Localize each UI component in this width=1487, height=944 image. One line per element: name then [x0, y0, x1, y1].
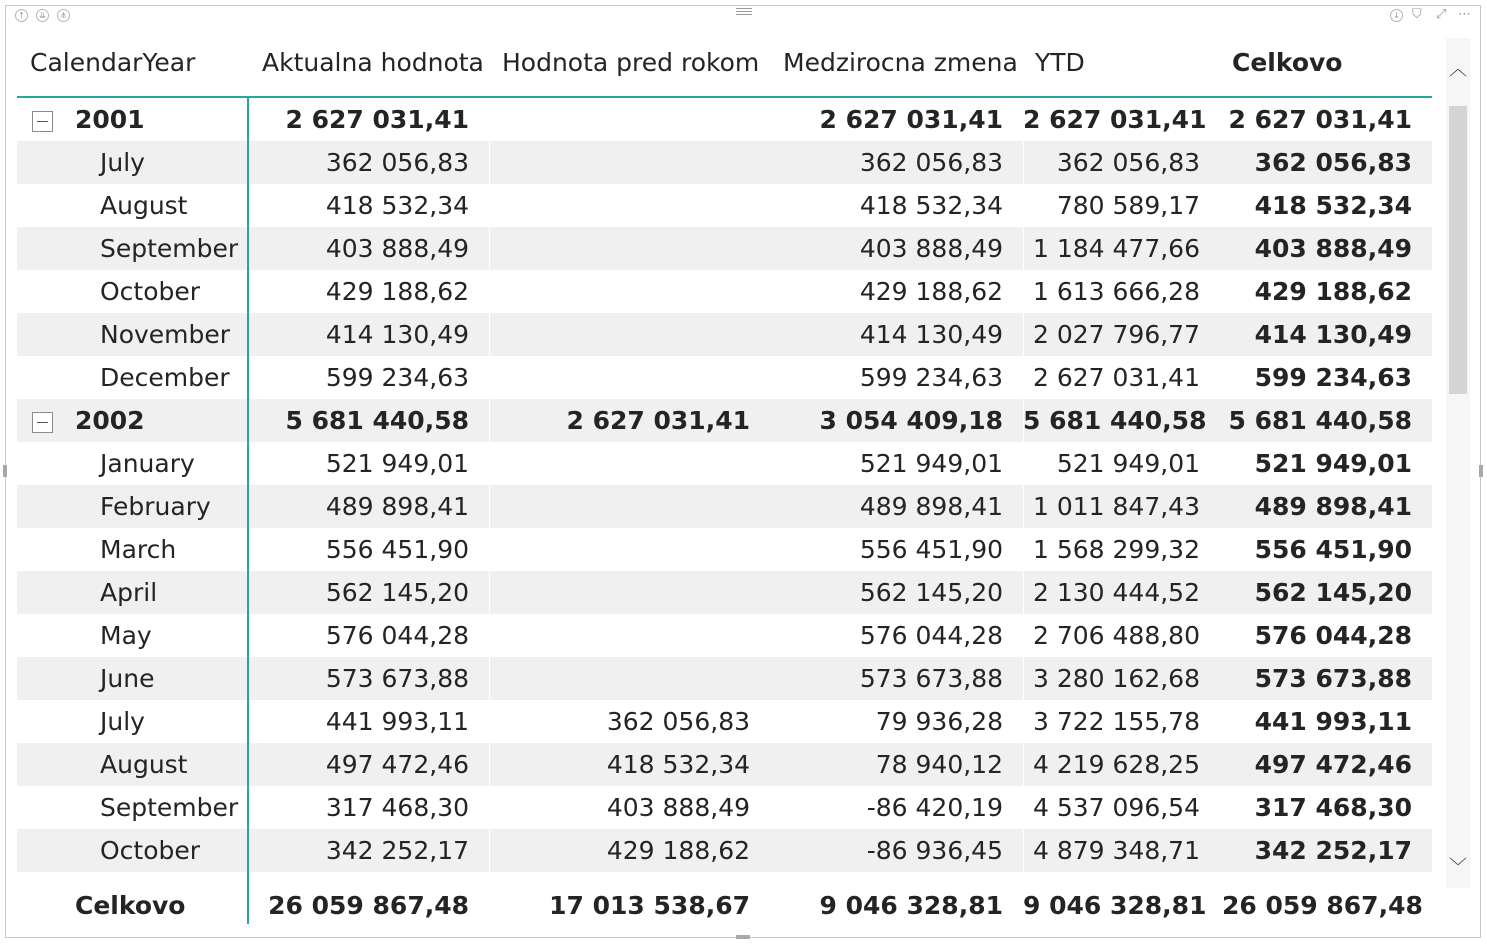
- cell-aktualna-hodnota: 5 681 440,58: [285, 406, 469, 435]
- drill-down-next-level-icon[interactable]: ⇊: [36, 9, 49, 22]
- cell-ytd: 5 681 440,58: [1023, 406, 1207, 435]
- cell-hodnota-pred-rokom: [489, 528, 750, 571]
- drill-up-icon[interactable]: ↑: [15, 9, 28, 22]
- cell-medzirocna-zmena: 576 044,28: [859, 621, 1003, 650]
- cell-ytd: 4 537 096,54: [1033, 793, 1200, 822]
- drag-handle-icon[interactable]: [736, 6, 752, 16]
- cell-aktualna-hodnota: 418 532,34: [325, 191, 469, 220]
- column-header-calendar-year[interactable]: CalendarYear: [30, 48, 196, 77]
- cell-hodnota-pred-rokom: [489, 657, 750, 700]
- cell-ytd: 362 056,83: [1056, 148, 1200, 177]
- month-label: December: [100, 363, 230, 392]
- month-label: September: [100, 234, 239, 263]
- cell-ytd: 4 219 628,25: [1033, 750, 1200, 779]
- cell-hodnota-pred-rokom: 2 627 031,41: [566, 406, 750, 435]
- month-row[interactable]: [17, 313, 1432, 356]
- cell-ytd: 780 589,17: [1056, 191, 1200, 220]
- month-row[interactable]: [17, 528, 1432, 571]
- cell-hodnota-pred-rokom: 418 532,34: [606, 750, 750, 779]
- cell-celkovo: 429 188,62: [1254, 277, 1412, 306]
- month-row[interactable]: [17, 141, 1432, 184]
- month-row[interactable]: [17, 184, 1432, 227]
- matrix-table: [17, 28, 1432, 872]
- vertical-scrollbar[interactable]: [1446, 38, 1470, 888]
- year-label: 2002: [75, 406, 145, 435]
- cell-medzirocna-zmena: 562 145,20: [859, 578, 1003, 607]
- cell-ytd: 2 027 796,77: [1033, 320, 1200, 349]
- grand-total-row: [17, 882, 1432, 929]
- column-header-celkovo[interactable]: Celkovo: [1232, 48, 1343, 77]
- grand-total-label: Celkovo: [75, 891, 186, 920]
- cell-ytd: 3 722 155,78: [1033, 707, 1200, 736]
- visual-header-bar: [6, 6, 1480, 26]
- cell-hodnota-pred-rokom: [489, 485, 750, 528]
- resize-handle-right[interactable]: [1479, 465, 1483, 477]
- cell-ytd: 1 568 299,32: [1033, 535, 1200, 564]
- column-header-medzirocna-zmena[interactable]: Medzirocna zmena: [783, 48, 1018, 77]
- cell-celkovo: 599 234,63: [1254, 363, 1412, 392]
- month-label: October: [100, 836, 201, 865]
- month-label: June: [100, 664, 155, 693]
- month-row[interactable]: [17, 442, 1432, 485]
- column-header-ytd[interactable]: YTD: [1035, 48, 1085, 77]
- month-label: October: [100, 277, 201, 306]
- grand-total-hodnota-pred-rokom: 17 013 538,67: [549, 891, 750, 920]
- month-row[interactable]: [17, 829, 1432, 872]
- month-row[interactable]: [17, 786, 1432, 829]
- cell-medzirocna-zmena: 521 949,01: [859, 449, 1003, 478]
- cell-celkovo: 418 532,34: [1254, 191, 1412, 220]
- month-label: September: [100, 793, 239, 822]
- cell-aktualna-hodnota: 573 673,88: [325, 664, 469, 693]
- month-row[interactable]: [17, 614, 1432, 657]
- cell-celkovo: 489 898,41: [1254, 492, 1412, 521]
- cell-medzirocna-zmena: 362 056,83: [859, 148, 1003, 177]
- cell-hodnota-pred-rokom: [489, 227, 750, 270]
- month-label: January: [100, 449, 195, 478]
- cell-aktualna-hodnota: 556 451,90: [325, 535, 469, 564]
- month-label: November: [100, 320, 231, 349]
- cell-celkovo: 573 673,88: [1254, 664, 1412, 693]
- month-label: July: [100, 148, 145, 177]
- cell-aktualna-hodnota: 342 252,17: [325, 836, 469, 865]
- scrollbar-thumb[interactable]: [1449, 106, 1467, 394]
- cell-celkovo: 562 145,20: [1254, 578, 1412, 607]
- cell-celkovo: 576 044,28: [1254, 621, 1412, 650]
- cell-hodnota-pred-rokom: [489, 571, 750, 614]
- cell-aktualna-hodnota: 489 898,41: [325, 492, 469, 521]
- month-label: April: [100, 578, 158, 607]
- cell-medzirocna-zmena: -86 420,19: [866, 793, 1003, 822]
- month-row[interactable]: [17, 270, 1432, 313]
- cell-aktualna-hodnota: 497 472,46: [325, 750, 469, 779]
- cell-hodnota-pred-rokom: [489, 313, 750, 356]
- cell-medzirocna-zmena: 403 888,49: [859, 234, 1003, 263]
- cell-ytd: 521 949,01: [1056, 449, 1200, 478]
- cell-medzirocna-zmena: 489 898,41: [859, 492, 1003, 521]
- cell-aktualna-hodnota: 521 949,01: [325, 449, 469, 478]
- cell-aktualna-hodnota: 2 627 031,41: [285, 105, 469, 134]
- cell-hodnota-pred-rokom: [489, 442, 750, 485]
- cell-celkovo: 556 451,90: [1254, 535, 1412, 564]
- scroll-down-icon[interactable]: ﹀: [1449, 857, 1467, 878]
- row-header-divider: [247, 98, 249, 924]
- cell-ytd: 2 627 031,41: [1033, 363, 1200, 392]
- cell-ytd: 2 706 488,80: [1033, 621, 1200, 650]
- cell-aktualna-hodnota: 414 130,49: [325, 320, 469, 349]
- month-row[interactable]: [17, 485, 1432, 528]
- year-label: 2001: [75, 105, 145, 134]
- cell-ytd: 2 130 444,52: [1033, 578, 1200, 607]
- grand-total-ytd: 9 046 328,81: [1023, 891, 1207, 920]
- cell-aktualna-hodnota: 317 468,30: [325, 793, 469, 822]
- year-row[interactable]: [17, 399, 1432, 442]
- cell-ytd: 1 613 666,28: [1033, 277, 1200, 306]
- resize-handle-bottom[interactable]: [736, 935, 750, 939]
- column-header-hodnota-pred-rokom[interactable]: Hodnota pred rokom: [502, 48, 760, 77]
- grand-total-medzirocna-zmena: 9 046 328,81: [819, 891, 1003, 920]
- month-label: May: [100, 621, 152, 650]
- collapse-icon[interactable]: [32, 412, 53, 433]
- cell-ytd: 3 280 162,68: [1033, 664, 1200, 693]
- cell-hodnota-pred-rokom: [489, 184, 750, 227]
- cell-hodnota-pred-rokom: [489, 356, 750, 399]
- column-header-row: [17, 28, 1432, 98]
- cell-ytd: 1 184 477,66: [1033, 234, 1200, 263]
- cell-ytd: 4 879 348,71: [1033, 836, 1200, 865]
- cell-celkovo: 403 888,49: [1254, 234, 1412, 263]
- month-label: March: [100, 535, 177, 564]
- column-header-aktualna-hodnota[interactable]: Aktualna hodnota: [262, 48, 484, 77]
- grand-total-celkovo: 26 059 867,48: [1222, 891, 1423, 920]
- cell-ytd: 2 627 031,41: [1023, 105, 1207, 134]
- cell-aktualna-hodnota: 599 234,63: [325, 363, 469, 392]
- cell-celkovo: 342 252,17: [1254, 836, 1412, 865]
- cell-medzirocna-zmena: 573 673,88: [859, 664, 1003, 693]
- cell-celkovo: 2 627 031,41: [1228, 105, 1412, 134]
- year-row[interactable]: [17, 98, 1432, 141]
- collapse-icon[interactable]: [32, 111, 53, 132]
- cell-aktualna-hodnota: 576 044,28: [325, 621, 469, 650]
- cell-medzirocna-zmena: -86 936,45: [866, 836, 1003, 865]
- cell-celkovo: 521 949,01: [1254, 449, 1412, 478]
- month-row[interactable]: [17, 743, 1432, 786]
- cell-celkovo: 441 993,11: [1254, 707, 1412, 736]
- cell-medzirocna-zmena: 414 130,49: [859, 320, 1003, 349]
- month-row[interactable]: [17, 657, 1432, 700]
- cell-hodnota-pred-rokom: [489, 98, 750, 141]
- more-options-icon[interactable]: ⋯: [1458, 7, 1471, 22]
- cell-celkovo: 362 056,83: [1254, 148, 1412, 177]
- focus-mode-icon[interactable]: ⤢: [1436, 7, 1447, 22]
- grand-total-aktualna-hodnota: 26 059 867,48: [268, 891, 469, 920]
- month-row[interactable]: [17, 700, 1432, 743]
- month-label: August: [100, 191, 188, 220]
- cell-medzirocna-zmena: 2 627 031,41: [819, 105, 1003, 134]
- cell-medzirocna-zmena: 3 054 409,18: [819, 406, 1003, 435]
- cell-medzirocna-zmena: 556 451,90: [859, 535, 1003, 564]
- cell-medzirocna-zmena: 79 936,28: [875, 707, 1003, 736]
- cell-medzirocna-zmena: 429 188,62: [859, 277, 1003, 306]
- cell-medzirocna-zmena: 599 234,63: [859, 363, 1003, 392]
- cell-medzirocna-zmena: 418 532,34: [859, 191, 1003, 220]
- cell-aktualna-hodnota: 429 188,62: [325, 277, 469, 306]
- cell-hodnota-pred-rokom: 429 188,62: [606, 836, 750, 865]
- cell-celkovo: 497 472,46: [1254, 750, 1412, 779]
- cell-aktualna-hodnota: 562 145,20: [325, 578, 469, 607]
- scroll-up-icon[interactable]: ︿: [1449, 59, 1467, 80]
- cell-hodnota-pred-rokom: [489, 141, 750, 184]
- cell-celkovo: 5 681 440,58: [1228, 406, 1412, 435]
- month-label: February: [100, 492, 211, 521]
- cell-celkovo: 317 468,30: [1254, 793, 1412, 822]
- cell-hodnota-pred-rokom: 362 056,83: [606, 707, 750, 736]
- cell-hodnota-pred-rokom: 403 888,49: [606, 793, 750, 822]
- filter-icon[interactable]: ⛉: [1412, 7, 1422, 22]
- cell-aktualna-hodnota: 441 993,11: [325, 707, 469, 736]
- drill-mode-icon[interactable]: ↓: [1390, 9, 1403, 22]
- cell-aktualna-hodnota: 362 056,83: [325, 148, 469, 177]
- matrix-body: [17, 98, 1432, 872]
- cell-hodnota-pred-rokom: [489, 270, 750, 313]
- month-row[interactable]: [17, 227, 1432, 270]
- cell-hodnota-pred-rokom: [489, 614, 750, 657]
- cell-celkovo: 414 130,49: [1254, 320, 1412, 349]
- cell-medzirocna-zmena: 78 940,12: [875, 750, 1003, 779]
- cell-ytd: 1 011 847,43: [1033, 492, 1200, 521]
- month-label: August: [100, 750, 188, 779]
- cell-aktualna-hodnota: 403 888,49: [325, 234, 469, 263]
- month-label: July: [100, 707, 145, 736]
- month-row[interactable]: [17, 356, 1432, 399]
- resize-handle-left[interactable]: [3, 465, 7, 477]
- month-row[interactable]: [17, 571, 1432, 614]
- expand-all-icon[interactable]: ⋔: [57, 9, 70, 22]
